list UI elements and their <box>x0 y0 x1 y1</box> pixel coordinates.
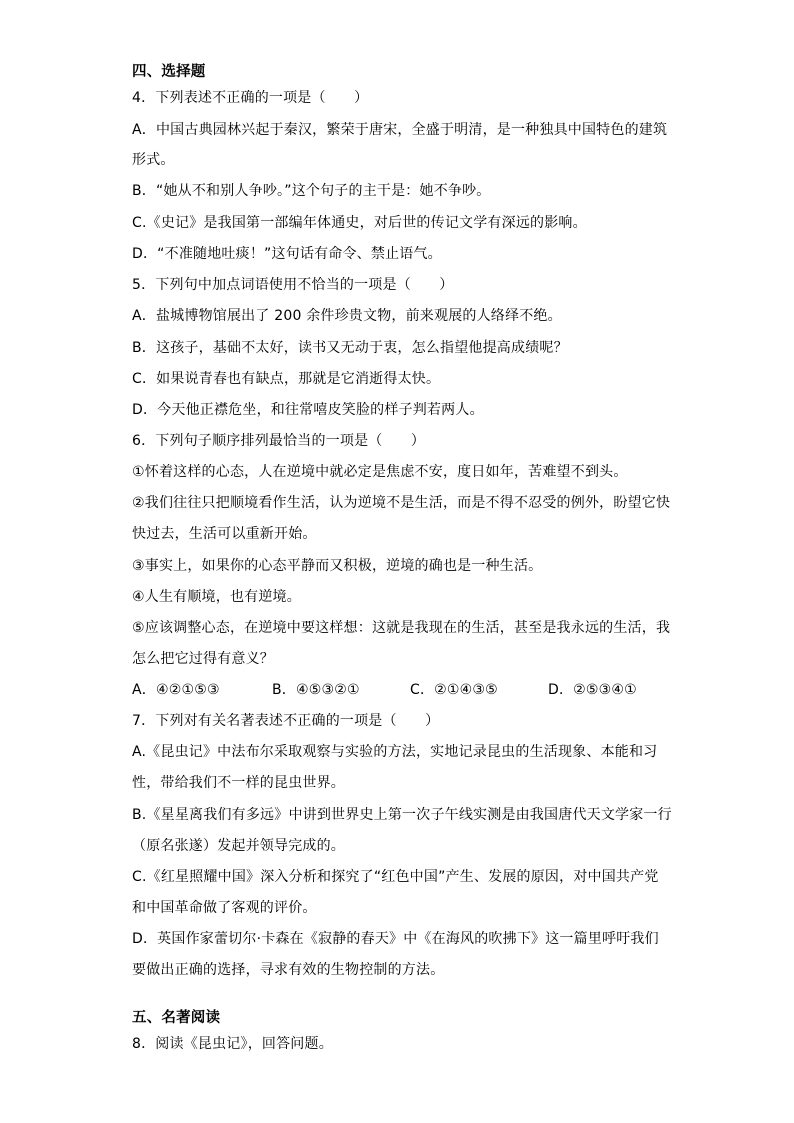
question-7-option-a-cont: 性，带给我们不一样的昆虫世界。 <box>132 775 345 791</box>
question-7-option-d-cont: 要做出正确的选择，寻求有效的生物控制的方法。 <box>132 962 445 978</box>
question-4-option-a: A．中国古典园林兴起于秦汉，繁荣于唐宋，全盛于明清，是一种独具中国特色的建筑 <box>132 122 668 138</box>
question-6-stem: 6．下列句子顺序排列最恰当的一项是（ ） <box>132 433 426 449</box>
question-4-option-a-cont: 形式。 <box>132 152 175 168</box>
question-5-option-b: B．这孩子，基础不太好，读书又无动于衷，怎么指望他提高成绩呢？ <box>132 340 568 356</box>
question-6-sentence-2: ②我们往往只把顺境看作生活，认为逆境不是生活，而是不得不忍受的例外，盼望它快 <box>132 495 671 511</box>
question-5-option-d: D．今天他正襟危坐，和往常嘻皮笑脸的样子判若两人。 <box>132 402 484 418</box>
question-7-option-c-cont: 和中国革命做了客观的评价。 <box>132 900 317 916</box>
question-4-stem: 4．下列表述不正确的一项是（ ） <box>132 90 369 106</box>
question-8-stem: 8．阅读《昆虫记》，回答问题。 <box>132 1036 333 1052</box>
question-6-sentence-1: ①怀着这样的心态，人在逆境中就必定是焦虑不安，度日如年，苦难望不到头。 <box>132 464 628 480</box>
question-6-sentence-5-cont: 怎么把它过得有意义？ <box>132 651 274 667</box>
question-7-option-b-cont: （原名张遂）发起并领导完成的。 <box>132 838 345 854</box>
question-6-sentence-4: ④人生有顺境，也有逆境。 <box>132 589 301 605</box>
question-7-stem: 7．下列对有关名著表述不正确的一项是（ ） <box>132 713 440 729</box>
question-4-option-b: B．“她从不和别人争吵。”这个句子的主干是：她不争吵。 <box>132 183 491 199</box>
question-6-sentence-5: ⑤应该调整心态，在逆境中要这样想：这就是我现在的生活，甚至是我永远的生活，我 <box>132 620 671 636</box>
question-4-option-c: C.《史记》是我国第一部编年体通史，对后世的传记文学有深远的影响。 <box>132 215 587 231</box>
question-6-option-c: C．②①④③⑤ <box>410 682 498 698</box>
question-7-option-d: D．英国作家蕾切尔·卡森在《寂静的春天》中《在海风的吹拂下》这一篇里呼吁我们 <box>132 931 659 947</box>
question-6-option-d: D．②⑤③④① <box>548 682 637 698</box>
question-7-option-c: C.《红星照耀中国》深入分析和探究了“红色中国”产生、发展的原因，对中国共产党 <box>132 869 659 885</box>
question-6-options <box>132 680 672 700</box>
question-5-stem: 5．下列句中加点词语使用不恰当的一项是（ ） <box>132 277 454 293</box>
section-heading-reading: 五、名著阅读 <box>132 1010 221 1026</box>
question-7-option-b: B.《星星离我们有多远》中讲到世界史上第一次子午线实测是由我国唐代天文学家一行 <box>132 807 672 823</box>
question-6-option-b: B．④⑤③②① <box>272 682 360 698</box>
question-5-option-a: A．盐城博物馆展出了 200 余件珍贵文物，前来观展的人络绎不绝。 <box>132 308 562 324</box>
question-6-sentence-3: ③事实上，如果你的心态平静而又积极，逆境的确也是一种生活。 <box>132 558 543 574</box>
section-heading-choice: 四、选择题 <box>132 64 206 80</box>
question-6-sentence-2-cont: 快过去，生活可以重新开始。 <box>132 526 317 542</box>
question-6-option-a: A．④②①⑤③ <box>132 682 220 698</box>
question-4-option-d: D．“不准随地吐痰！”这句话有命令、禁止语气。 <box>132 246 442 262</box>
question-5-option-c: C．如果说青春也有缺点，那就是它消逝得太快。 <box>132 371 441 387</box>
question-7-option-a: A.《昆虫记》中法布尔采取观察与实验的方法，实地记录昆虫的生活现象、本能和习 <box>132 744 658 760</box>
